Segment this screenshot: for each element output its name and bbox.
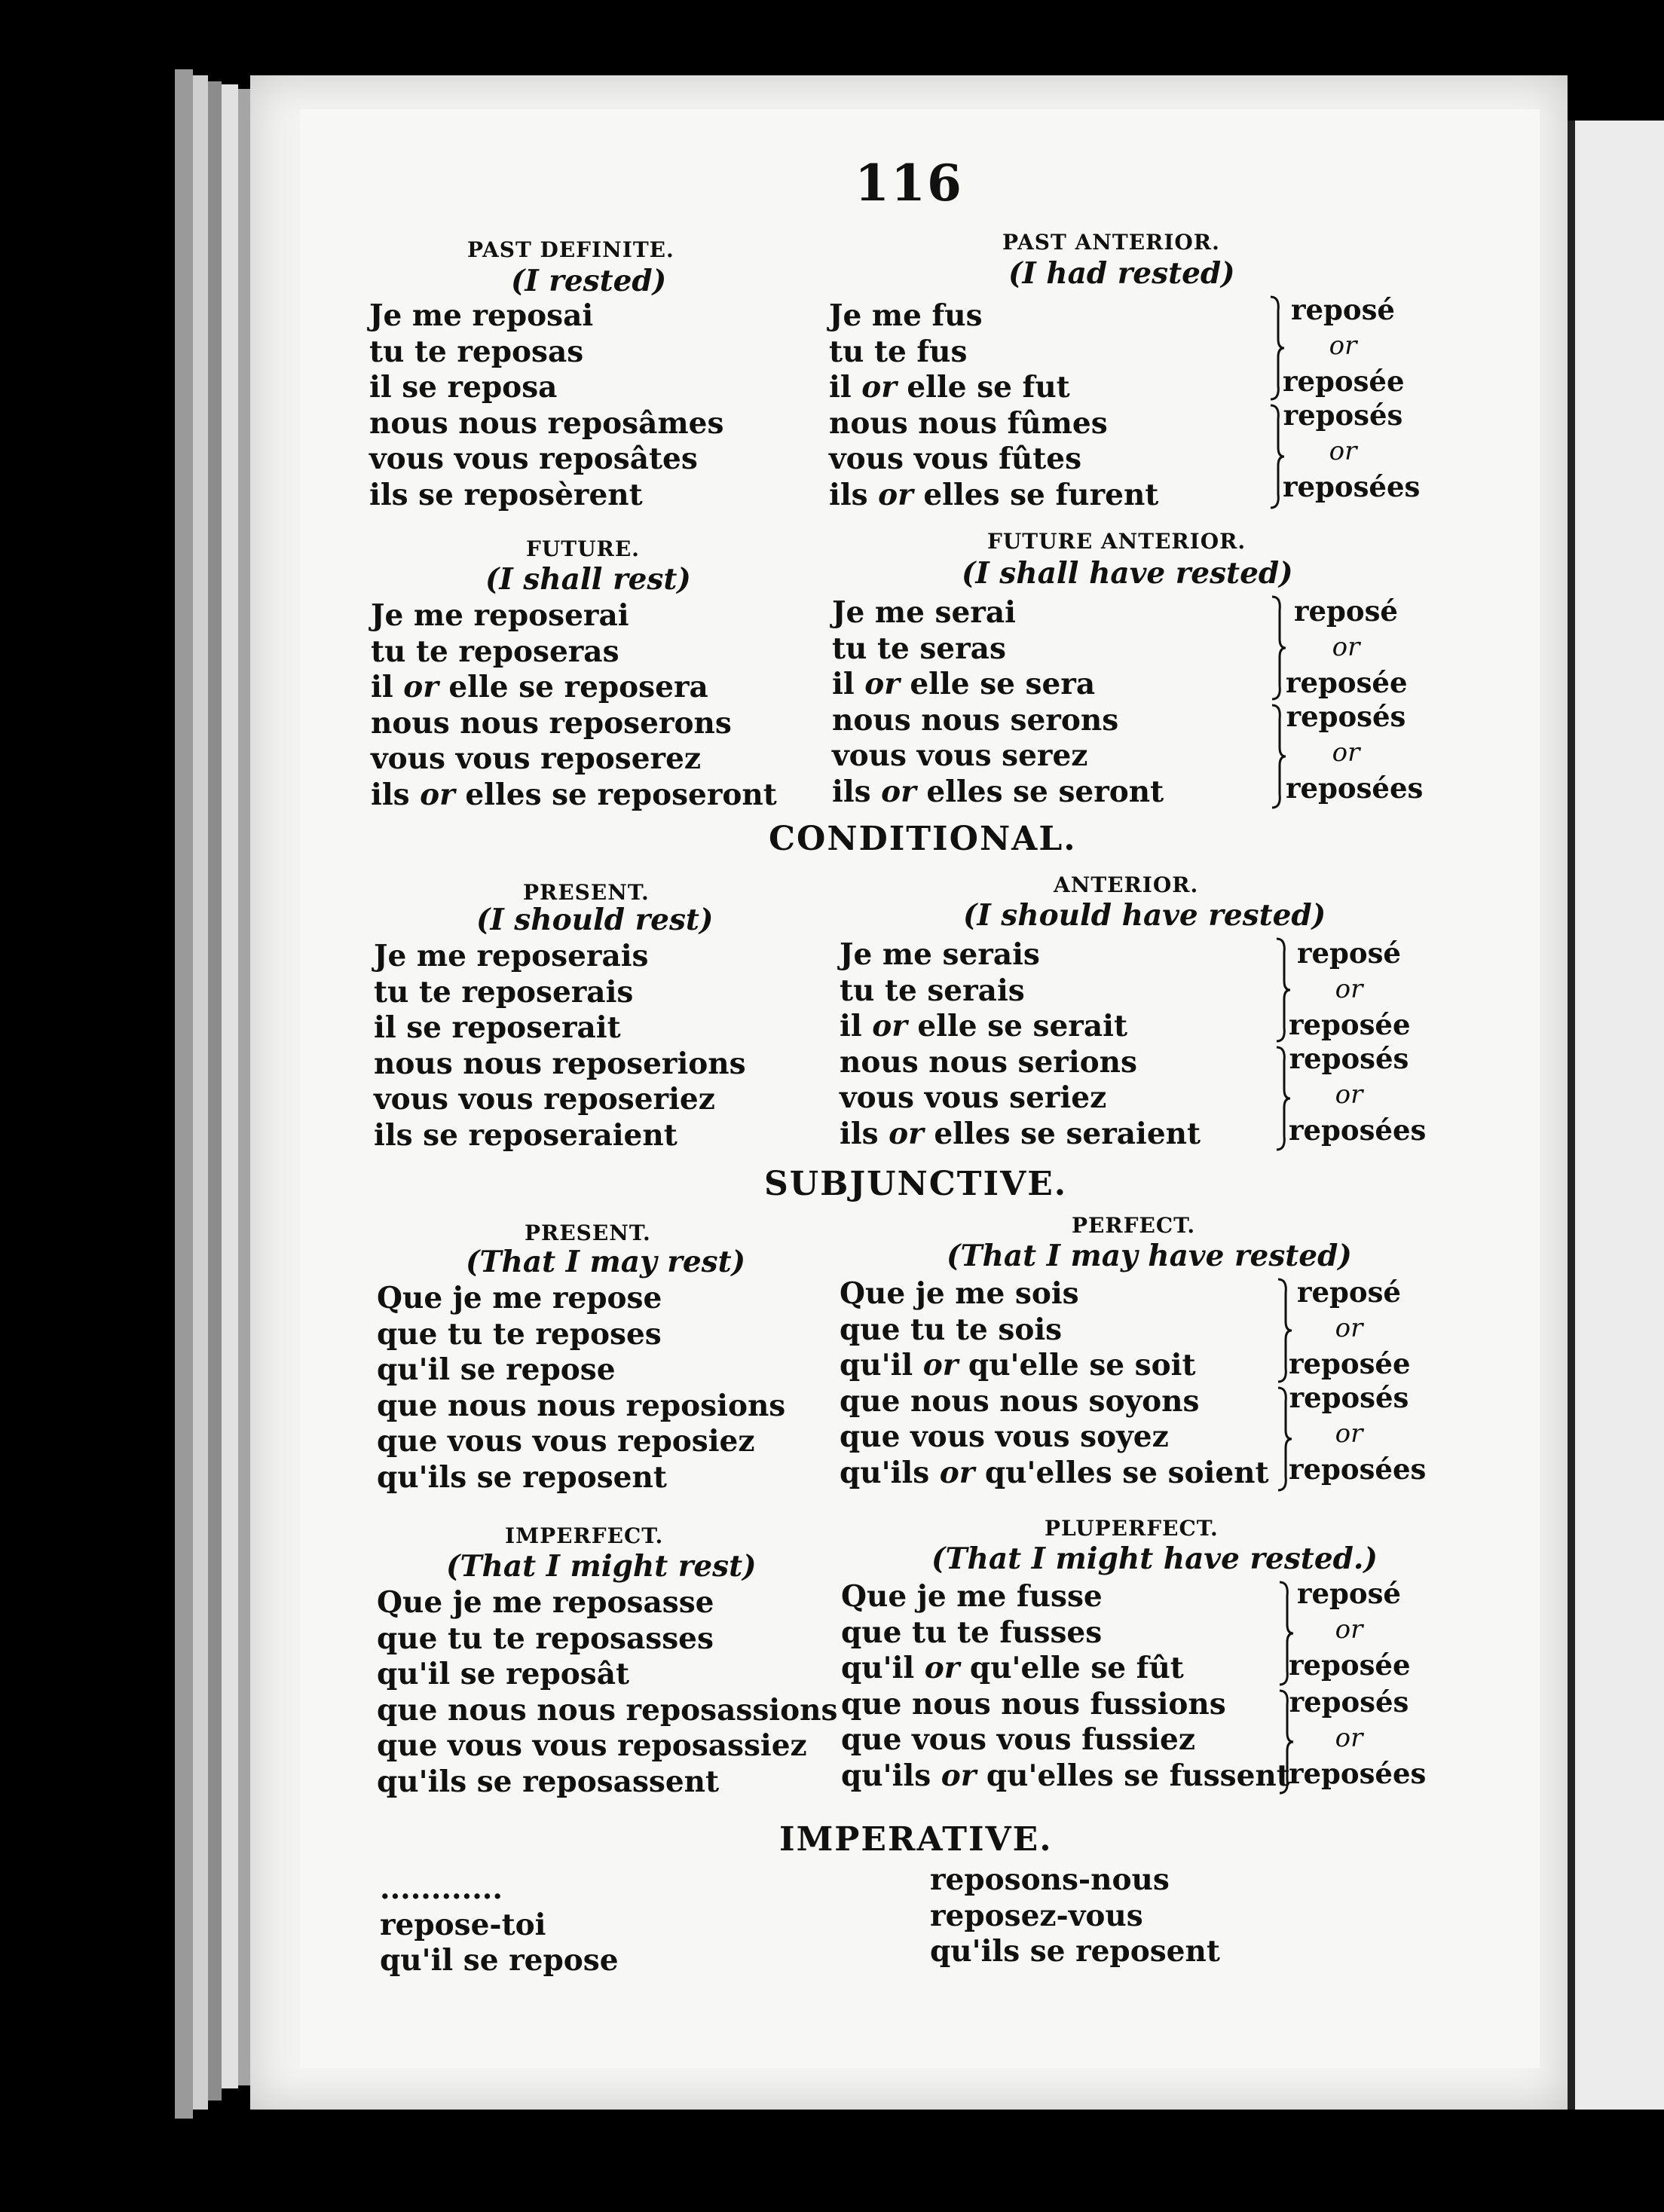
conjugation-line: reposons-nous (930, 1862, 1170, 1897)
conjugation-line: Que je me fusse (841, 1579, 1103, 1614)
past-anterior-header: PAST ANTERIOR. (1002, 230, 1220, 255)
conjugation-line: qu'ils se reposent (377, 1459, 667, 1495)
conjugation-line: tu te reposerais (374, 974, 634, 1010)
conditional-anterior-translation: (I should have rested) (963, 898, 1326, 933)
conjugation-line: nous nous fûmes (829, 405, 1108, 441)
conjugation-line: repose-toi (380, 1907, 546, 1942)
conjugation-line: vous vous reposeriez (374, 1082, 715, 1117)
conjugation-line: tu te serais (840, 973, 1025, 1008)
subjunctive-imperfect-lines (377, 1585, 837, 1800)
conjugation-line: Que je me reposasse (377, 1585, 714, 1620)
conjugation-line: que vous vous fussiez (841, 1722, 1195, 1757)
conjugation-line: qu'il se reposât (377, 1657, 630, 1691)
conjugation-line: ils or elles se reposeront (371, 777, 777, 812)
conjugation-line: Que je me sois (840, 1276, 1079, 1311)
conjugation-line: ils se reposèrent (369, 477, 643, 512)
conjugation-line: nous nous reposerons (371, 705, 732, 741)
subjunctive-perfect-header: PERFECT. (1072, 1213, 1196, 1238)
conjugation-line: il or elle se reposera (371, 670, 708, 704)
conjugation-line: ils se reposeraient (374, 1117, 678, 1153)
subjunctive-pluperfect-header: PLUPERFECT. (1045, 1516, 1219, 1541)
imperative-title: IMPERATIVE. (779, 1820, 1053, 1859)
subjunctive-present-header: PRESENT. (525, 1221, 651, 1245)
conjugation-line: Je me reposerai (371, 598, 629, 633)
conjugation-line: Je me reposerais (374, 939, 649, 973)
conditional-title: CONDITIONAL. (769, 820, 1077, 858)
conjugation-line: Que je me repose (377, 1281, 662, 1315)
conjugation-line: que tu te fusses (841, 1615, 1103, 1650)
participle-plural: reposés or reposées (1289, 1685, 1427, 1790)
conjugation-line: tu te seras (832, 631, 1006, 666)
participle-plural: reposés or reposées (1289, 1042, 1427, 1147)
conjugation-line: qu'ils se reposassent (377, 1764, 720, 1799)
brace-icon (1269, 595, 1287, 701)
conjugation-line: que tu te sois (840, 1312, 1063, 1347)
subjunctive-present-translation: (That I may rest) (466, 1245, 746, 1279)
conjugation-line: ils or elles se seront (832, 774, 1164, 809)
page-number: 116 (855, 154, 963, 212)
book-edge (175, 69, 193, 2119)
conjugation-line: qu'ils se reposent (930, 1934, 1220, 1969)
conjugation-line: vous vous reposâtes (369, 441, 698, 476)
conjugation-line: vous vous reposerez (371, 741, 702, 776)
subjunctive-perfect-translation: (That I may have rested) (947, 1239, 1352, 1273)
conjugation-line: il or elle se fut (829, 370, 1070, 405)
facing-page-edge (1568, 121, 1664, 2110)
imperative-left-lines (380, 1871, 619, 1979)
subjunctive-present-lines (377, 1281, 785, 1496)
past-anterior-translation: (I had rested) (1008, 256, 1235, 291)
conjugation-line: Je me serai (832, 595, 1016, 630)
conjugation-line: que vous vous soyez (840, 1419, 1169, 1454)
future-anterior-lines (832, 595, 1164, 810)
conjugation-line: qu'ils or qu'elles se soient (840, 1455, 1269, 1490)
conjugation-line: il se reposerait (374, 1010, 621, 1045)
conjugation-line: que nous nous soyons (840, 1383, 1200, 1419)
subjunctive-imperfect-translation: (That I might rest) (446, 1549, 757, 1584)
conjugation-line: qu'ils or qu'elles se fussent (841, 1758, 1290, 1793)
book-edge (222, 84, 238, 2088)
conjugation-line: Je me fus (829, 298, 983, 333)
conditional-anterior-lines (840, 937, 1201, 1152)
conjugation-line: ............ (380, 1871, 503, 1906)
participle-singular: reposé or reposée (1283, 293, 1405, 398)
participle-singular: reposé or reposée (1289, 1577, 1411, 1682)
conjugation-line: que tu te reposasses (377, 1621, 714, 1656)
book-edge (238, 89, 250, 2085)
conjugation-line: que nous nous fussions (841, 1686, 1226, 1722)
conjugation-line: que tu te reposes (377, 1316, 662, 1352)
conjugation-line: Je me serais (840, 937, 1040, 972)
conjugation-line: qu'il or qu'elle se fût (841, 1651, 1184, 1685)
past-anterior-lines (829, 298, 1158, 513)
conjugation-line: il or elle se serait (840, 1009, 1127, 1043)
brace-icon (1269, 704, 1287, 809)
subjunctive-imperfect-header: IMPERFECT. (505, 1523, 664, 1548)
future-anterior-header: FUTURE ANTERIOR. (987, 529, 1246, 554)
future-header: FUTURE. (526, 536, 640, 561)
conditional-present-lines (374, 939, 746, 1153)
participle-plural: reposés or reposées (1283, 399, 1421, 503)
conjugation-line: qu'il se repose (377, 1352, 616, 1387)
book-page (250, 75, 1568, 2110)
conjugation-line: nous nous serons (832, 702, 1119, 738)
subjunctive-pluperfect-lines (841, 1579, 1290, 1794)
future-anterior-translation: (I shall have rested) (962, 556, 1293, 591)
conjugation-line: ils or elles se seraient (840, 1116, 1201, 1151)
conjugation-line: il or elle se sera (832, 667, 1096, 701)
conditional-present-translation: (I should rest) (476, 903, 714, 937)
future-lines (371, 598, 777, 813)
conjugation-line: que vous vous reposassiez (377, 1728, 807, 1763)
future-translation: (I shall rest) (485, 562, 691, 597)
participle-plural: reposés or reposées (1286, 700, 1424, 805)
conjugation-line: Je me reposai (369, 298, 594, 333)
conjugation-line: que nous nous reposassions (377, 1692, 838, 1728)
conjugation-line: vous vous fûtes (829, 441, 1082, 476)
past-definite-translation: (I rested) (511, 264, 667, 298)
conjugation-line: il se reposa (369, 370, 558, 405)
conjugation-line: nous nous serions (840, 1044, 1137, 1080)
participle-singular: reposé or reposée (1286, 594, 1408, 699)
conjugation-line: nous nous reposâmes (369, 405, 724, 441)
conjugation-line: tu te reposeras (371, 634, 619, 669)
conjugation-line: que nous nous reposions (377, 1388, 786, 1423)
participle-singular: reposé or reposée (1289, 936, 1411, 1041)
participle-plural: reposés or reposées (1289, 1381, 1427, 1486)
subjunctive-pluperfect-translation: (That I might have rested.) (931, 1541, 1378, 1576)
subjunctive-title: SUBJUNCTIVE. (764, 1165, 1068, 1203)
conjugation-line: reposez-vous (930, 1898, 1143, 1933)
conjugation-line: tu te reposas (369, 334, 584, 369)
conjugation-line: vous vous serez (832, 738, 1088, 773)
conjugation-line: que vous vous reposiez (377, 1424, 755, 1459)
conjugation-line: qu'il se repose (380, 1943, 619, 1978)
book-edge (193, 75, 208, 2110)
conjugation-line: qu'il or qu'elle se soit (840, 1348, 1196, 1382)
book-edge (208, 81, 222, 2100)
imperative-right-lines (930, 1862, 1220, 1970)
conjugation-line: nous nous reposerions (374, 1046, 746, 1081)
conjugation-line: vous vous seriez (840, 1080, 1107, 1115)
conjugation-line: tu te fus (829, 334, 968, 369)
past-definite-lines (369, 298, 723, 513)
conjugation-line: ils or elles se furent (829, 477, 1159, 512)
subjunctive-perfect-lines (840, 1276, 1269, 1491)
participle-singular: reposé or reposée (1289, 1276, 1411, 1380)
past-definite-header: PAST DEFINITE. (467, 237, 674, 262)
conditional-present-header: PRESENT. (523, 880, 650, 905)
conditional-anterior-header: ANTERIOR. (1054, 872, 1199, 897)
